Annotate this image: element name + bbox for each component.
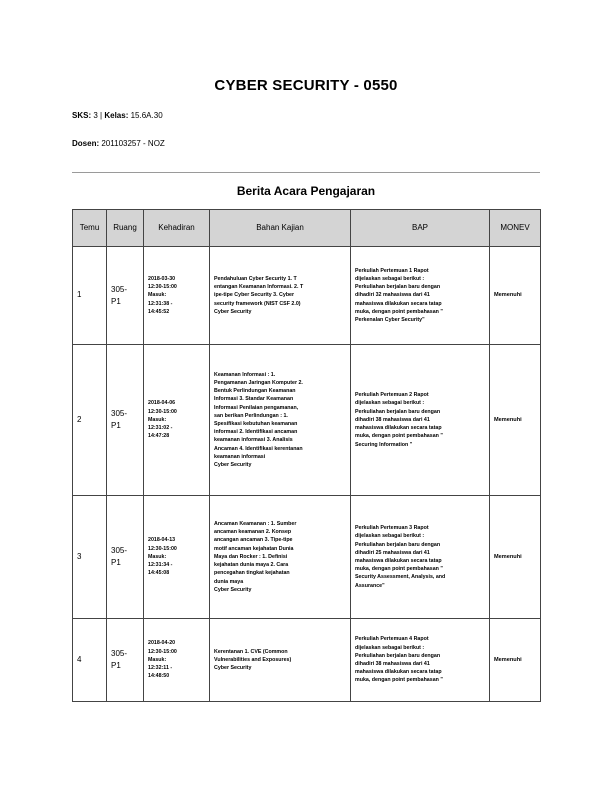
cell-bahan-kajian: Kerentanan 1. CVE (Common Vulnerabilities and Exposures) Cyber Security: [210, 619, 351, 702]
sks-value: 3: [93, 111, 98, 120]
cell-bap: Perkuliah Pertemuan 4 Rapot dijelaskan sebagai berikut : Perkuliahan berjalan baru dengan dihadiri 38 mahasiswa dari 41 mahasiswa dilakukan secara tatap muka, dengan point pembahasan ": [351, 619, 490, 702]
kelas-value: 15.6A.30: [130, 111, 163, 120]
table-row: [73, 247, 541, 345]
header-monev: MONEV: [490, 210, 541, 247]
header-kehadiran: Kehadiran: [144, 210, 210, 247]
cell-bahan-kajian: Pendahuluan Cyber Security 1. T entangan Keamanan Informasi. 2. T ipe-tipe Cyber Security 3. Cyber security framework (NIST CSF 2.0) Cyber Security: [210, 247, 351, 345]
cell-ruang: 305- P1: [107, 345, 144, 496]
cell-bap: Perkuliah Pertemuan 2 Rapot dijelaskan sebagai berikut : Perkuliahan berjalan baru dengan dihadiri 38 mahasiswa dari 41 mahasiswa dilakukan secara tatap muka, dengan point pembahasan " Securing Information ": [351, 345, 490, 496]
table-row: [73, 496, 541, 619]
lecturer-line: [72, 139, 165, 148]
course-title: CYBER SECURITY - 0550: [214, 77, 398, 94]
cell-kehadiran: 2018-04-20 12:30-15:00 Masuk: 12:32:11 - 14:48:50: [144, 619, 210, 702]
cell-temu: 2: [73, 345, 107, 496]
cell-temu: 4: [73, 619, 107, 702]
cell-temu: 1: [73, 247, 107, 345]
cell-monev: Memenuhi: [490, 496, 541, 619]
cell-monev: Memenuhi: [490, 247, 541, 345]
cell-kehadiran: 2018-04-06 12:30-15:00 Masuk: 12:31:02 - 14:47:28: [144, 345, 210, 496]
divider: [72, 172, 540, 173]
header-ruang: Ruang: [107, 210, 144, 247]
table-row: [73, 345, 541, 496]
cell-kehadiran: 2018-03-30 12:30-15:00 Masuk: 12:31:38 - 14:45:52: [144, 247, 210, 345]
header-bap: BAP: [351, 210, 490, 247]
cell-monev: Memenuhi: [490, 345, 541, 496]
cell-temu: 3: [73, 496, 107, 619]
table-header-row: [73, 210, 541, 247]
cell-bap: Perkuliah Pertemuan 1 Rapot dijelaskan sebagai berikut : Perkuliahan berjalan baru dengan dihadiri 32 mahasiswa dari 41 mahasiswa dilakukan secara tatap muka, dengan point pembahasan " Perkenalan Cyber Security": [351, 247, 490, 345]
header-temu: Temu: [73, 210, 107, 247]
teaching-report-table: [72, 209, 541, 702]
header-bahan-kajian: Bahan Kajian: [210, 210, 351, 247]
sks-label: SKS:: [72, 111, 92, 120]
cell-monev: Memenuhi: [490, 619, 541, 702]
cell-ruang: 305- P1: [107, 496, 144, 619]
separator: |: [100, 111, 103, 120]
cell-ruang: 305- P1: [107, 247, 144, 345]
cell-bahan-kajian: Ancaman Keamanan : 1. Sumber ancaman keamanan 2. Konsep ancangan ancaman 3. Tipe-tipe motif ancaman kejahatan Dunia Maya dan Rocker : 1. Definisi kejahatan dunia maya 2. Cara pencegahan tingkat kejahatan dunia maya Cyber Security: [210, 496, 351, 619]
kelas-label: Kelas:: [104, 111, 129, 120]
section-title: Berita Acara Pengajaran: [236, 184, 376, 198]
cell-ruang: 305- P1: [107, 619, 144, 702]
cell-bap: Perkuliah Pertemuan 3 Rapot dijelaskan sebagai berikut : Perkuliahan berjalan baru dengan dihadiri 25 mahasiswa dari 41 mahasiswa dilakukan secara tatap muka, dengan point pembahasan " Security Assessment, Analysis, and Assurance": [351, 496, 490, 619]
cell-kehadiran: 2018-04-13 12:30-15:00 Masuk: 12:31:34 - 14:45:08: [144, 496, 210, 619]
dosen-label: Dosen:: [72, 139, 100, 148]
cell-bahan-kajian: Keamanan Informasi : 1. Pengamanan Jaringan Komputer 2. Bentuk Perlindungan Keamanan Informasi 3. Standar Keamanan Informasi Penilaian pengamanan, san berikan Perlindungan : 1. Spesifikasi kebutuhan keamanan informasi 2. Identifikasi ancaman keamanan informasi 3. Analisis Ancaman 4. Identifikasi kerentanan keamanan informasi Cyber Security: [210, 345, 351, 496]
course-info-line: [72, 111, 163, 120]
dosen-value: 201103257 - NOZ: [101, 139, 165, 148]
table-row: [73, 619, 541, 702]
